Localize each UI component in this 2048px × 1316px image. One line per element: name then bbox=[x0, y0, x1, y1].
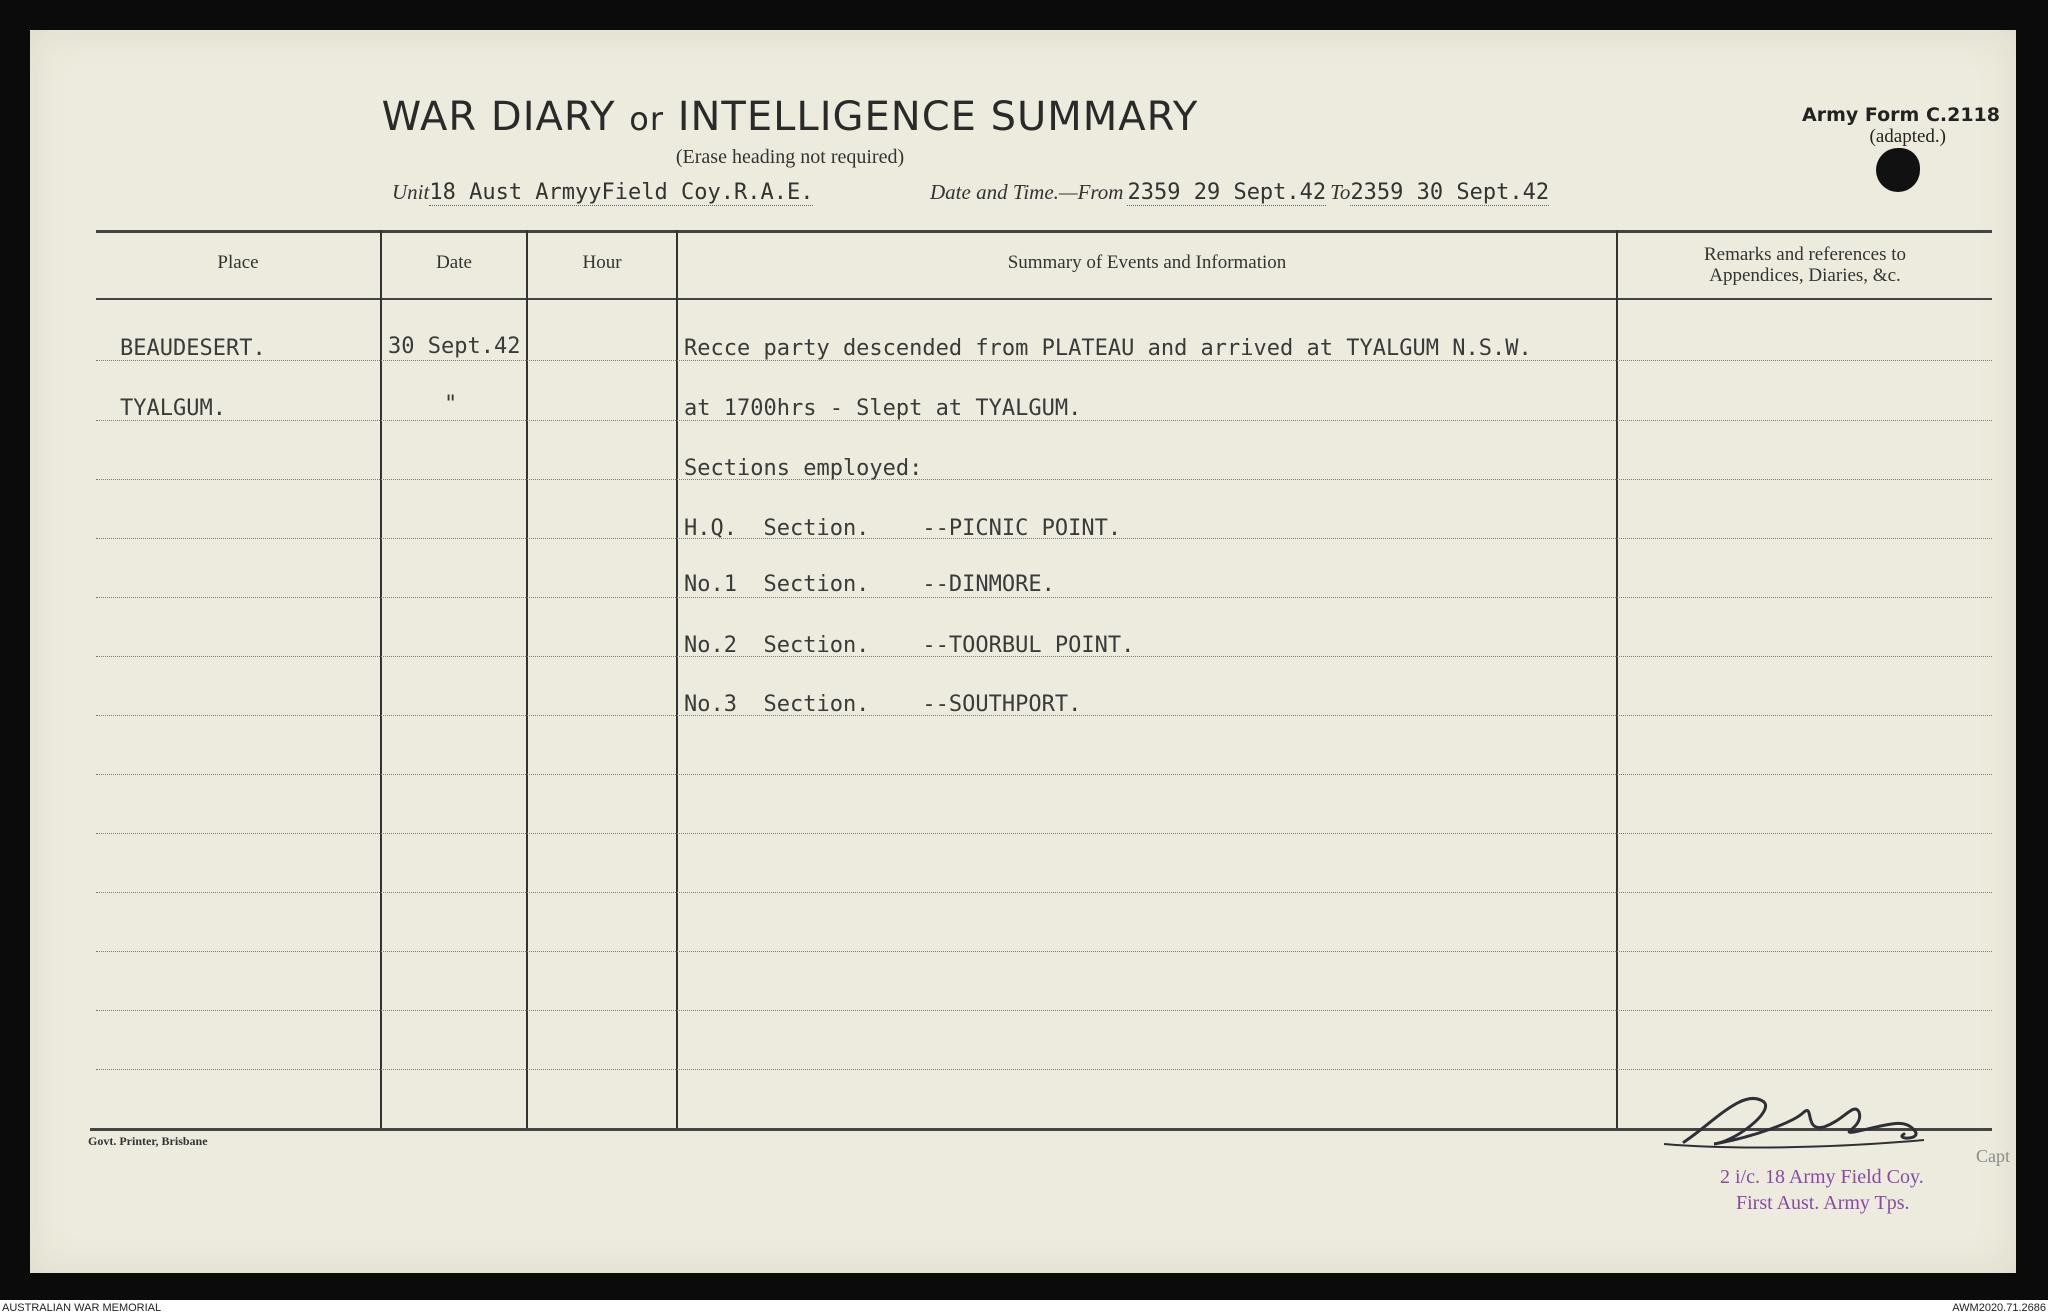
column-divider-date bbox=[526, 230, 528, 1128]
column-divider-place bbox=[380, 230, 382, 1128]
title-or: or bbox=[629, 100, 664, 138]
footer-archive: AUSTRALIAN WAR MEMORIAL bbox=[2, 1302, 162, 1314]
remarks-line2: Appendices, Diaries, &c. bbox=[1709, 265, 1901, 286]
title-part2: INTELLIGENCE SUMMARY bbox=[677, 94, 1199, 140]
row-summary: H.Q. Section. --PICNIC POINT. bbox=[684, 516, 1122, 541]
column-header-date: Date bbox=[436, 252, 472, 273]
ruled-line bbox=[96, 597, 1992, 598]
footer-accession: AWM2020.71.2686 bbox=[1952, 1302, 2046, 1314]
signature-rank: Capt bbox=[1976, 1146, 2010, 1166]
ruled-line bbox=[96, 951, 1992, 952]
column-header-summary: Summary of Events and Information bbox=[1007, 252, 1287, 273]
column-divider-summary bbox=[1616, 230, 1618, 1128]
row-summary: Sections employed: bbox=[684, 456, 923, 481]
ruled-line bbox=[96, 479, 1992, 480]
unit-value: 18 Aust ArmyyField Coy.R.A.E. bbox=[429, 180, 814, 205]
stamp-line1: 2 i/c. 18 Army Field Coy. bbox=[1720, 1166, 1924, 1188]
row-date: " bbox=[444, 392, 458, 417]
row-date: 30 Sept.42 bbox=[388, 334, 521, 359]
stamp-line2: First Aust. Army Tps. bbox=[1736, 1192, 1910, 1214]
from-value: 2359 29 Sept.42 bbox=[1127, 180, 1327, 205]
column-header-remarks bbox=[1618, 244, 1992, 286]
column-header-place: Place bbox=[217, 252, 259, 273]
form-sheet bbox=[30, 30, 2016, 1273]
ruled-line bbox=[96, 1010, 1992, 1011]
row-place: BEAUDESERT. bbox=[120, 336, 266, 361]
row-summary: No.2 Section. --TOORBUL POINT. bbox=[684, 633, 1135, 658]
unit-label: Unit bbox=[392, 180, 430, 204]
ink-blot bbox=[1876, 148, 1920, 192]
ruled-line bbox=[96, 833, 1992, 834]
printer-imprint: Govt. Printer, Brisbane bbox=[88, 1134, 208, 1148]
row-place: TYALGUM. bbox=[120, 396, 226, 421]
date-time-field bbox=[930, 180, 1710, 205]
form-title bbox=[30, 94, 1550, 140]
form-subtitle: (Erase heading not required) bbox=[675, 146, 905, 168]
row-summary: No.1 Section. --DINMORE. bbox=[684, 572, 1055, 597]
remarks-line1: Remarks and references to bbox=[1703, 244, 1907, 265]
column-divider-hour bbox=[676, 230, 678, 1128]
ruled-line bbox=[96, 892, 1992, 893]
ruled-line bbox=[96, 774, 1992, 775]
form-number: Army Form C.2118 bbox=[1802, 104, 2000, 126]
ruled-line bbox=[96, 1069, 1992, 1070]
signature bbox=[1654, 1082, 1954, 1162]
column-header-hour: Hour bbox=[582, 252, 622, 273]
title-part1: WAR DIARY bbox=[381, 94, 616, 140]
date-time-label: Date and Time.—From bbox=[930, 180, 1124, 204]
row-summary: No.3 Section. --SOUTHPORT. bbox=[684, 692, 1082, 717]
to-label: To bbox=[1330, 180, 1351, 204]
form-adapted: (adapted.) bbox=[1869, 126, 1946, 147]
row-summary: Recce party descended from PLATEAU and arrived at TYALGUM N.S.W. bbox=[684, 336, 1532, 361]
unit-field bbox=[392, 180, 912, 205]
row-summary: at 1700hrs - Slept at TYALGUM. bbox=[684, 396, 1082, 421]
to-value: 2359 30 Sept.42 bbox=[1350, 180, 1550, 205]
